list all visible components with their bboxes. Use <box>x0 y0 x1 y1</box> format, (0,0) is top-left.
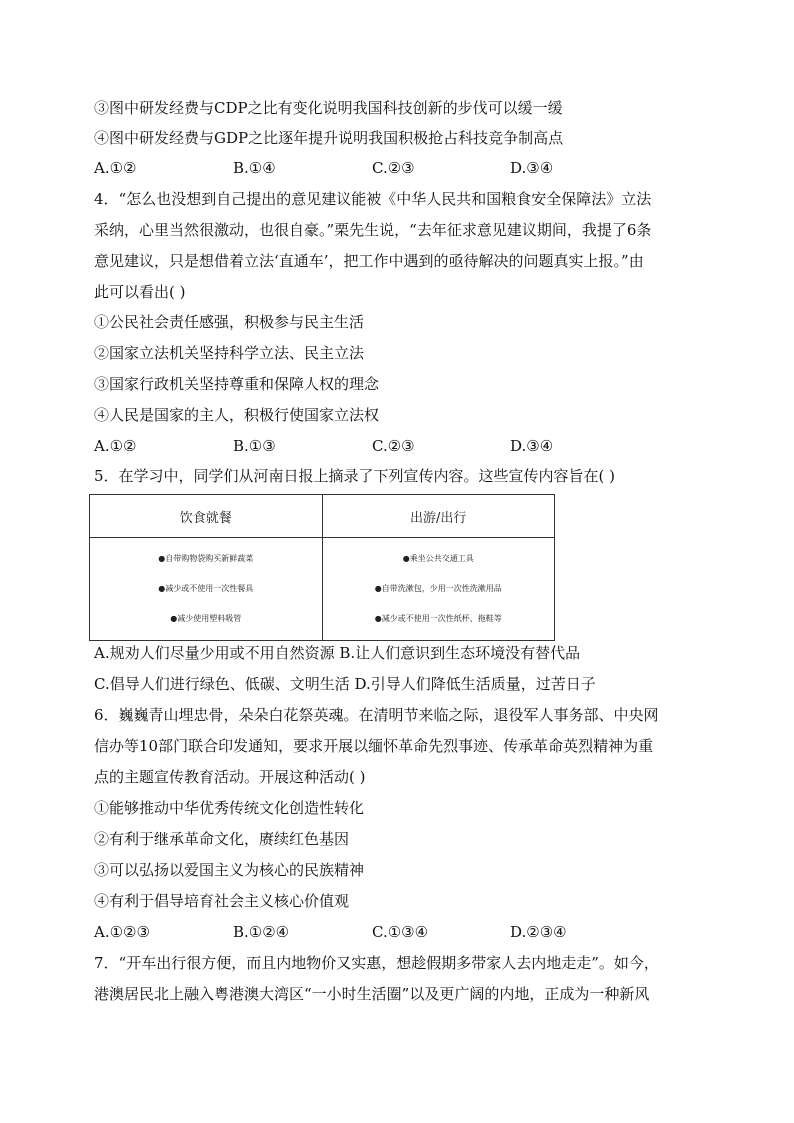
table-header-travel: 出游/出行 <box>322 495 555 538</box>
travel-item: ●减少或不使用一次性纸杯、拖鞋等 <box>374 614 502 623</box>
q4-statement-2: ②国家立法机关坚持科学立法、民主立法 <box>94 344 365 362</box>
q6-statement-2: ②有利于继承革命文化，赓续红色基因 <box>94 830 350 848</box>
dining-item: ●自带购物袋购买新鲜蔬菜 <box>158 554 254 563</box>
q4-statement-1: ①公民社会责任感强，积极参与民主生活 <box>94 313 365 331</box>
q6-statement-1: ①能够推动中华优秀传统文化创造性转化 <box>94 799 365 817</box>
q3-statement-4: ④图中研发经费与GDP之比逐年提升说明我国积极抢占科技竞争制高点 <box>94 129 564 147</box>
q4-stem-line-1: 4．“怎么也没想到自己提出的意见建议能被《中华人民共和国粮食安全保障法》立法 <box>94 190 652 208</box>
table-cell-travel <box>322 538 555 641</box>
q3-option-a: A.①② <box>94 159 137 177</box>
table-header-dining: 饮食就餐 <box>90 495 323 538</box>
q6-statement-4: ④有利于倡导培育社会主义核心价值观 <box>94 892 350 910</box>
travel-item: ●自带洗漱包，少用一次性洗漱用品 <box>374 584 502 593</box>
dining-item: ●减少或不使用一次性餐具 <box>158 584 254 593</box>
q3-statement-3: ③图中研发经费与CDP之比有变化说明我国科技创新的步伐可以缓一缓 <box>94 99 563 117</box>
q6-option-b: B.①②④ <box>233 923 290 941</box>
q4-option-b: B.①③ <box>233 437 276 455</box>
q4-stem-line-2: 采纳，心里当然很激动，也很自豪。”栗先生说，“去年征求意见建议期间，我提了6条 <box>94 221 652 239</box>
q4-stem-line-4: 此可以看出( ) <box>94 283 186 301</box>
q7-stem-line-1: 7．“开车出行很方便，而且内地物价又实惠，想趁假期多带家人去内地走走”。如今， <box>94 954 659 972</box>
q4-statement-4: ④人民是国家的主人，积极行使国家立法权 <box>94 406 380 424</box>
q6-option-c: C.①③④ <box>372 923 429 941</box>
q6-stem-line-1: 6．巍巍青山埋忠骨，朵朵白花祭英魂。在清明节来临之际，退役军人事务部、中央网 <box>94 706 659 724</box>
q6-stem-line-2: 信办等10部门联合印发通知，要求开展以缅怀革命先烈事迹、传承革命英烈精神为重 <box>94 737 654 755</box>
q3-option-b: B.①④ <box>233 159 276 177</box>
q4-option-c: C.②③ <box>372 437 415 455</box>
q6-stem-line-3: 点的主题宣传教育活动。开展这种活动( ) <box>94 768 366 786</box>
table-cell-dining <box>90 538 323 641</box>
q4-statement-3: ③国家行政机关坚持尊重和保障人权的理念 <box>94 375 380 393</box>
q5-stem: 5．在学习中，同学们从河南日报上摘录了下列宣传内容。这些宣传内容旨在( ) <box>94 467 616 485</box>
q4-option-d: D.③④ <box>510 437 554 455</box>
q3-option-c: C.②③ <box>372 159 415 177</box>
q4-stem-line-3: 意见建议，只是想借着立法‘直通车’，把工作中遇到的亟待解决的问题真实上报。”由 <box>94 252 644 270</box>
travel-item: ●乘坐公共交通工具 <box>402 554 474 563</box>
q3-option-d: D.③④ <box>510 159 554 177</box>
dining-item: ●减少使用塑料吸管 <box>170 614 242 623</box>
q6-statement-3: ③可以弘扬以爱国主义为核心的民族精神 <box>94 861 365 879</box>
q6-option-a: A.①②③ <box>94 923 150 941</box>
q6-option-d: D.②③④ <box>510 923 567 941</box>
q7-stem-line-2: 港澳居民北上融入粤港澳大湾区“一小时生活圈”以及更广阔的内地，正成为一种新风 <box>94 985 650 1003</box>
q4-option-a: A.①② <box>94 437 137 455</box>
propaganda-table <box>89 494 555 641</box>
q5-options-cd: C.倡导人们进行绿色、低碳、文明生活 D.引导人们降低生活质量，过苦日子 <box>94 675 596 693</box>
q5-options-ab: A.规劝人们尽量少用或不用自然资源 B.让人们意识到生态环境没有替代品 <box>94 644 581 662</box>
